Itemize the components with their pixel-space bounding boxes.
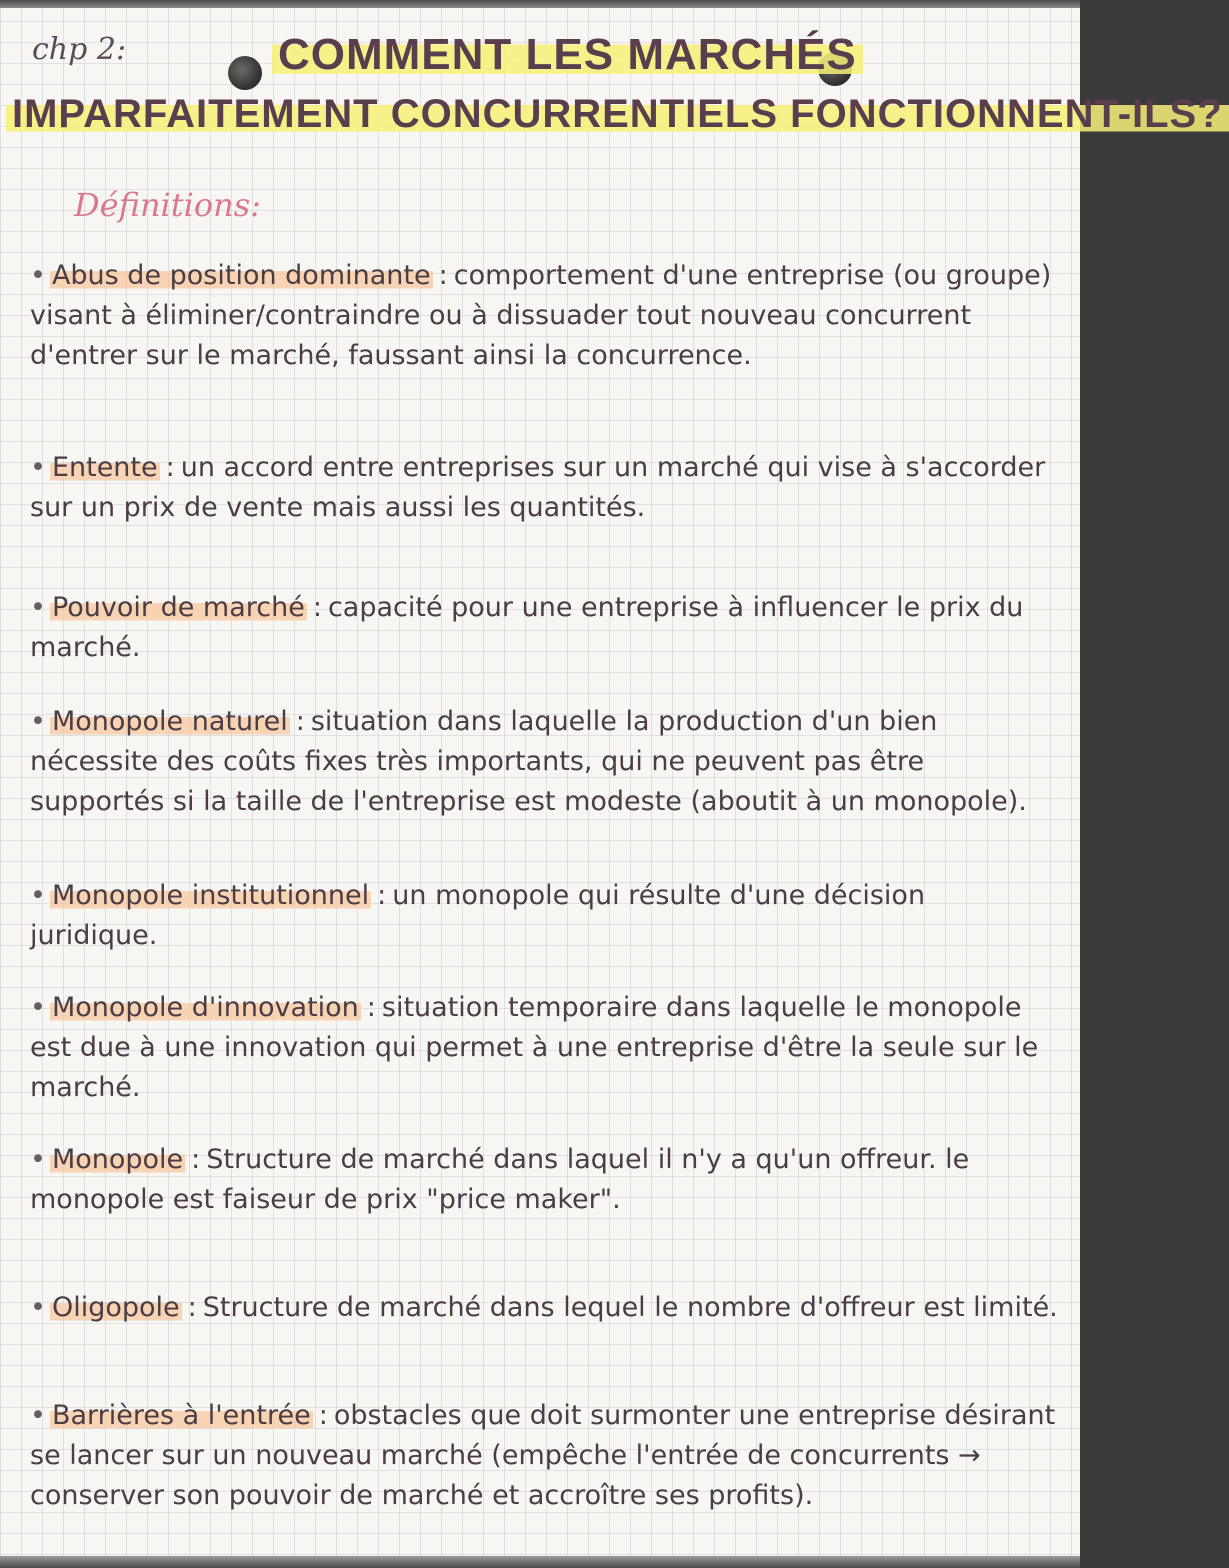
title-line-2: IMPARFAITEMENT CONCURRENTIELS FONCTIONNENT-ILS? [6, 92, 1229, 137]
definition-text: un accord entre entreprises sur un marché qui vise à s'accorder sur un prix de vente mais aussi les quantités. [30, 452, 1046, 523]
definition-entry: • Pouvoir de marché : capacité pour une entreprise à influencer le prix du marché. [30, 592, 1024, 663]
definition-term: Entente [51, 452, 158, 483]
definition-entry: • Entente : un accord entre entreprises sur un marché qui vise à s'accorder sur un prix de vente mais aussi les quantités. [30, 452, 1046, 523]
definition-text: situation dans laquelle la production d'un bien nécessite des coûts fixes très importants, qui ne peuvent pas être supportés si la taille de l'entreprise est modeste (aboutit à un monopole). [30, 706, 1027, 817]
definition-entry: • Oligopole : Structure de marché dans lequel le nombre d'offreur est limité. [30, 1292, 1058, 1323]
definition-entry: • Abus de position dominante : comportement d'une entreprise (ou groupe) visant à éliminer/contraindre ou à dissuader tout nouveau concurrent d'entrer sur le marché, faussant ainsi la concurrence. [30, 260, 1052, 371]
definition-text: un monopole qui résulte d'une décision juridique. [30, 880, 926, 951]
definition-entry: • Monopole : Structure de marché dans laquel il n'y a qu'un offreur. le monopole est faiseur de prix "price maker". [30, 1144, 970, 1215]
definition-term: Barrières à l'entrée [51, 1400, 311, 1431]
definition-term: Abus de position dominante [51, 260, 431, 291]
definition-term: Oligopole [51, 1292, 180, 1323]
chapter-label: chp 2: [32, 32, 127, 67]
top-edge [0, 0, 1080, 8]
definition-term: Monopole [51, 1144, 184, 1175]
definitions-heading: Définitions: [74, 186, 261, 224]
definition-text: capacité pour une entreprise à influencer le prix du marché. [30, 592, 1024, 663]
definition-term: Pouvoir de marché [51, 592, 305, 623]
definition-term: Monopole d'innovation [51, 992, 359, 1023]
definition-text: Structure de marché dans lequel le nombre d'offreur est limité. [202, 1292, 1058, 1323]
definition-term: Monopole institutionnel [51, 880, 370, 911]
definition-entry: • Monopole institutionnel : un monopole qui résulte d'une décision juridique. [30, 880, 926, 951]
definition-text: obstacles que doit surmonter une entreprise désirant se lancer sur un nouveau marché (empêche l'entrée de concurrents → conserver son pouvoir de marché et accroître ses profits). [30, 1400, 1056, 1511]
definition-text: situation temporaire dans laquelle le monopole est due à une innovation qui permet à une entreprise d'être la seule sur le marché. [30, 992, 1039, 1103]
definition-text: comportement d'une entreprise (ou groupe) visant à éliminer/contraindre ou à dissuader tout nouveau concurrent d'entrer sur le marché, faussant ainsi la concurrence. [30, 260, 1052, 371]
title-line-1: COMMENT LES MARCHÉS [272, 30, 863, 80]
definition-entry: • Monopole d'innovation : situation temporaire dans laquelle le monopole est due à une innovation qui permet à une entreprise d'être la seule sur le marché. [30, 992, 1039, 1103]
bottom-edge [0, 1556, 1080, 1568]
definition-entry: • Monopole naturel : situation dans laquelle la production d'un bien nécessite des coûts fixes très importants, qui ne peuvent pas être supportés si la taille de l'entreprise est modeste (aboutit à un monopole). [30, 706, 1027, 817]
definition-term: Monopole naturel [51, 706, 288, 737]
punch-hole-left-icon [228, 56, 262, 90]
definition-entry: • Barrières à l'entrée : obstacles que doit surmonter une entreprise désirant se lancer sur un nouveau marché (empêche l'entrée de concurrents → conserver son pouvoir de marché et accroître ses profits). [30, 1400, 1056, 1511]
definition-text: Structure de marché dans laquel il n'y a qu'un offreur. le monopole est faiseur de prix "price maker". [30, 1144, 970, 1215]
